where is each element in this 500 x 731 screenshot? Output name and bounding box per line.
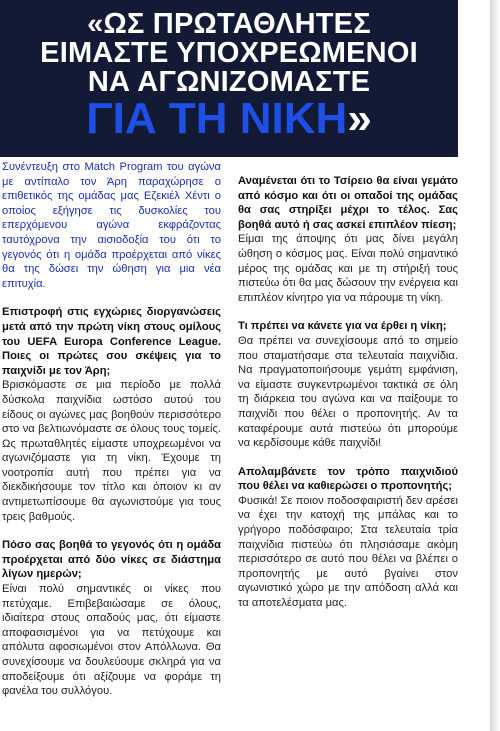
headline-closing-quote: » — [347, 94, 372, 143]
intro-paragraph: Συνέντευξη στο Match Program του αγώνα με αντίπαλο τον Άρη παραχώρησε ο επιθετικός της ομάδας μας Εζεκιέλ Χέντι ο οποίος εξήγησε τις δυσκολίες του επερχόμενου αγώνα εκφράζοντας ταυτόχρονα την αισιοδοξία του ότι το γεγονός ότι η ομάδα προέρχεται από νίκες θα της δώσει την ώθηση για μια νέα επιτυχία. — [2, 161, 221, 290]
answer-1: Βρισκόμαστε σε μια περίοδο με πολλά δύσκολα παιχνίδια ωστόσο αυτού του είδους οι αγώνες μας βοηθούν περισσότερο στο να βελτιωνόμαστε σε όλους τους τομείς. Ως πρωταθλητές είμαστε υποχρεωμένοι να αγωνιζόμαστε για τη νίκη. Έχουμε τη νοοτροπία αυτή που πρέπει για να διεκδικήσουμε τον τίτλο και όποιον κι αν αντιμετωπίσουμε θα αγωνιστούμε για τους τρεις βαθμούς. — [2, 379, 221, 523]
headline-banner — [0, 0, 458, 157]
answer-5: Φυσικά! Σε ποιον ποδοσφαιριστή δεν αρέσει να έχει την κατοχή της μπάλας και το γρήγορο ποδόσφαιρο; Στα τελευταία τρία παιχνίδια πιστεύω ότι πλησιάσαμε ακόμη περισσότερο σε αυτό που θέλει να βλέπει ο προπονητής με αυτό βγαίνει στον αγωνιστικό χώρο με την απόδοση αλλά και τα αποτελέσματα μας. — [238, 494, 458, 610]
question-3: Αναμένεται ότι το Τσίρειο θα είναι γεμάτο από κόσμο και ότι οι οπαδοί της ομάδας θα σας στηρίξει μέχρι το τέλος. Σας βοηθά αυτό ή σας ασκεί επιπλέον πίεση; — [238, 175, 458, 231]
article-column-left — [2, 160, 221, 699]
headline-line-2: ΕΙΜΑΣΤΕ ΥΠΟΧΡΕΩΜΕΝΟΙ — [40, 37, 418, 69]
headline-accent — [0, 96, 458, 142]
answer-2: Είναι πολύ σημαντικές οι νίκες που πετύχαμε. Επιβεβαιώσαμε σε όλους, ιδιαίτερα στους οπαδούς μας, ότι είμαστε αποφασισμένοι για να πετύχουμε και απόλυτα αφοσιωμένοι στον Απόλλωνα. Θα συνεχίσουμε να δουλεύουμε σκληρά για να αποδείξουμε ότι αξίζουμε να φοράμε τη φανέλα του συλλόγου. — [2, 583, 221, 698]
article-column-right — [238, 160, 458, 611]
headline-line-3: ΝΑ ΑΓΩΝΙΖΟΜΑΣΤΕ — [87, 66, 371, 98]
headline-line-1: «ΩΣ ΠΡΩΤΑΘΛΗΤΕΣ — [87, 8, 371, 40]
headline — [0, 10, 458, 97]
question-2: Πόσο σας βοηθά το γεγονός ότι η ομάδα προέρχεται από δύο νίκες σε διάστημα λίγων ημερών; — [2, 539, 221, 581]
question-4: Τι πρέπει να κάνετε για να έρθει η νίκη; — [238, 320, 447, 333]
page-edge-shadow — [490, 0, 500, 731]
answer-3: Είμαι της άποψης ότι μας δίνει μεγάλη ώθηση ο κόσμος μας. Είναι πολύ σημαντικό μέρος της ομάδας και με τη στήριξή τους πιστεύω ότι θα μας δώσουν την ενέργεια και επιπλέον κίνητρο για να πάρουμε τη νίκη. — [238, 233, 458, 304]
answer-4: Θα πρέπει να συνεχίσουμε από το σημείο που σταματήσαμε στα τελευταία παιχνίδια. Να πραγματοποιήσουμε γεμάτη εμφάνιση, να είμαστε συγκεντρωμένοι τακτικά σε όλη τη διάρκεια του αγώνα και να παίξουμε το παιχνίδι που θέλει ο προπονητής. Αν τα καταφέρουμε αυτά πιστεύω ότι μπορούμε να κερδίσουμε κάθε παιχνίδι! — [238, 334, 458, 450]
question-1: Επιστροφή στις εγχώριες διοργανώσεις μετά από την πρώτη νίκη στους ομίλους του UEFA Europa Conference League. Ποιες οι πρώτες σου σκέψεις για το παιχνίδι με τον Άρη; — [2, 306, 221, 377]
question-5: Απολαμβάνετε τον τρόπο παιχνιδιού που θέλει να καθιερώσει ο προπονητής; — [238, 465, 458, 493]
headline-accent-words: ΓΙΑ ΤΗ ΝΙΚΗ — [86, 94, 348, 143]
